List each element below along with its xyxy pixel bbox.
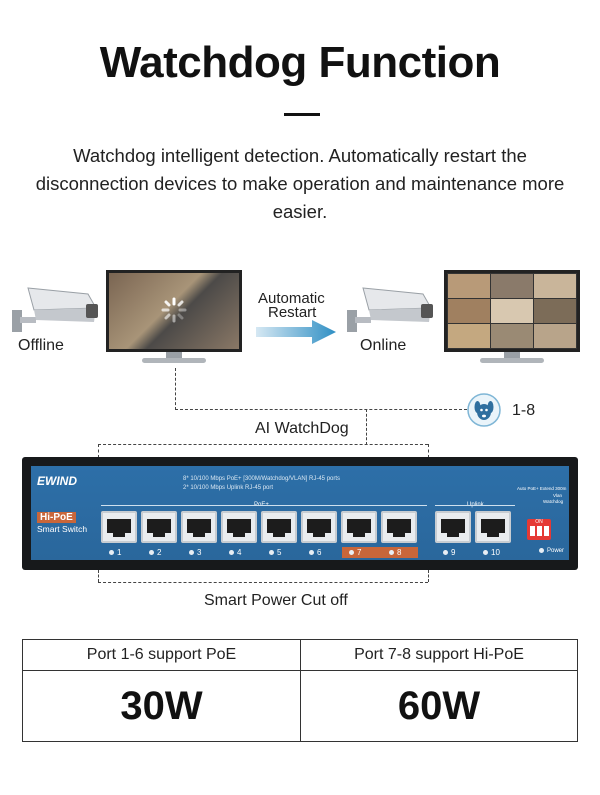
- port-led: [269, 550, 274, 555]
- port-led: [309, 550, 314, 555]
- restart-label-line1: Automatic: [258, 290, 325, 307]
- port-number: 8: [389, 548, 401, 557]
- rj45-port[interactable]: [141, 511, 177, 543]
- dip-label-vlan: Vlan: [553, 493, 563, 498]
- table-header-cell: Port 7-8 support Hi-PoE: [354, 646, 524, 663]
- description-text: Watchdog intelligent detection. Automatically restart the disconnection devices to make operation and maintenance more easier.: [35, 145, 565, 222]
- power-label: Power: [547, 548, 565, 555]
- port-led: [389, 550, 394, 555]
- port-led: [349, 550, 354, 555]
- arrow-right-icon: [256, 320, 336, 344]
- connector-line: [98, 570, 99, 582]
- port-number: 1: [109, 548, 121, 557]
- rj45-port[interactable]: [301, 511, 337, 543]
- rj45-port[interactable]: [381, 511, 417, 543]
- power-led: [539, 548, 544, 553]
- port-number: 5: [269, 548, 281, 557]
- loading-spinner-icon: [161, 297, 187, 323]
- power-cut-label: Smart Power Cut off: [204, 592, 348, 609]
- watchdog-ports-label: 1-8: [512, 402, 536, 419]
- port-led: [109, 550, 114, 555]
- port-led: [229, 550, 234, 555]
- table-header-cell: Port 1-6 support PoE: [86, 646, 237, 663]
- rj45-port[interactable]: [475, 511, 511, 543]
- dip-switch[interactable]: [527, 519, 551, 540]
- poe-group-label: PoE+: [254, 502, 269, 508]
- dip-toggle[interactable]: [530, 526, 535, 536]
- power-spec-table: [22, 639, 578, 742]
- monitor-base: [480, 358, 544, 363]
- dip-label-auto-poe: Auto PoE+ Extend 300m: [517, 486, 567, 491]
- port-number: 4: [229, 548, 241, 557]
- camera-icon: [10, 282, 100, 342]
- dip-toggle[interactable]: [537, 526, 542, 536]
- page-title: Watchdog Function: [99, 38, 501, 87]
- connector-line: [175, 368, 176, 410]
- connector-line: [428, 570, 429, 582]
- dip-label-watchdog: Watchdog: [543, 499, 564, 504]
- rj45-port[interactable]: [341, 511, 377, 543]
- connector-line: [175, 409, 467, 410]
- port-number: 3: [189, 548, 201, 557]
- connector-line: [428, 444, 429, 458]
- port-number: 10: [483, 548, 500, 557]
- spec-line-1: 8* 10/100 Mbps PoE+ [300M/Watchdog/VLAN] RJ-45 ports: [183, 476, 341, 482]
- poe-group-line: [101, 505, 427, 506]
- port-led: [443, 550, 448, 555]
- hi-poe-badge: Hi-PoE: [37, 512, 76, 523]
- watchdog-dog-icon: [467, 393, 501, 427]
- rj45-port[interactable]: [181, 511, 217, 543]
- port-number: 9: [443, 548, 455, 557]
- uplink-group-label: Uplink: [467, 502, 484, 508]
- rj45-port[interactable]: [435, 511, 471, 543]
- dip-toggle[interactable]: [544, 526, 549, 536]
- port-led: [149, 550, 154, 555]
- monitor-icon: [444, 270, 580, 352]
- camera-icon: [345, 282, 435, 342]
- ai-watchdog-label: AI WatchDog: [255, 420, 349, 437]
- brand-logo: EWIND: [37, 474, 77, 488]
- port-led: [483, 550, 488, 555]
- rj45-port[interactable]: [101, 511, 137, 543]
- table-value-cell: 60W: [397, 684, 481, 728]
- monitor-icon: [106, 270, 242, 352]
- title-underline: [284, 113, 320, 116]
- switch-subtitle: Smart Switch: [37, 524, 88, 534]
- connector-line: [98, 444, 428, 445]
- port-led: [189, 550, 194, 555]
- connector-line: [366, 409, 367, 445]
- monitor-base: [142, 358, 206, 363]
- spec-line-2: 2* 10/100 Mbps Uplink RJ-45 port: [183, 485, 274, 491]
- table-value-cell: 30W: [120, 684, 203, 728]
- connector-line: [98, 444, 99, 458]
- offline-label: Offline: [18, 337, 64, 354]
- port-number: 7: [349, 548, 361, 557]
- rj45-port[interactable]: [261, 511, 297, 543]
- connector-line: [98, 582, 428, 583]
- power-indicator: [539, 548, 564, 554]
- switch-front-panel: [31, 466, 569, 560]
- uplink-group-line: [435, 505, 515, 506]
- online-label: Online: [360, 337, 407, 354]
- port-number: 2: [149, 548, 161, 557]
- port-number: 6: [309, 548, 321, 557]
- rj45-port[interactable]: [221, 511, 257, 543]
- dip-on-label: ON: [535, 519, 543, 525]
- restart-label-line2: Restart: [268, 304, 317, 321]
